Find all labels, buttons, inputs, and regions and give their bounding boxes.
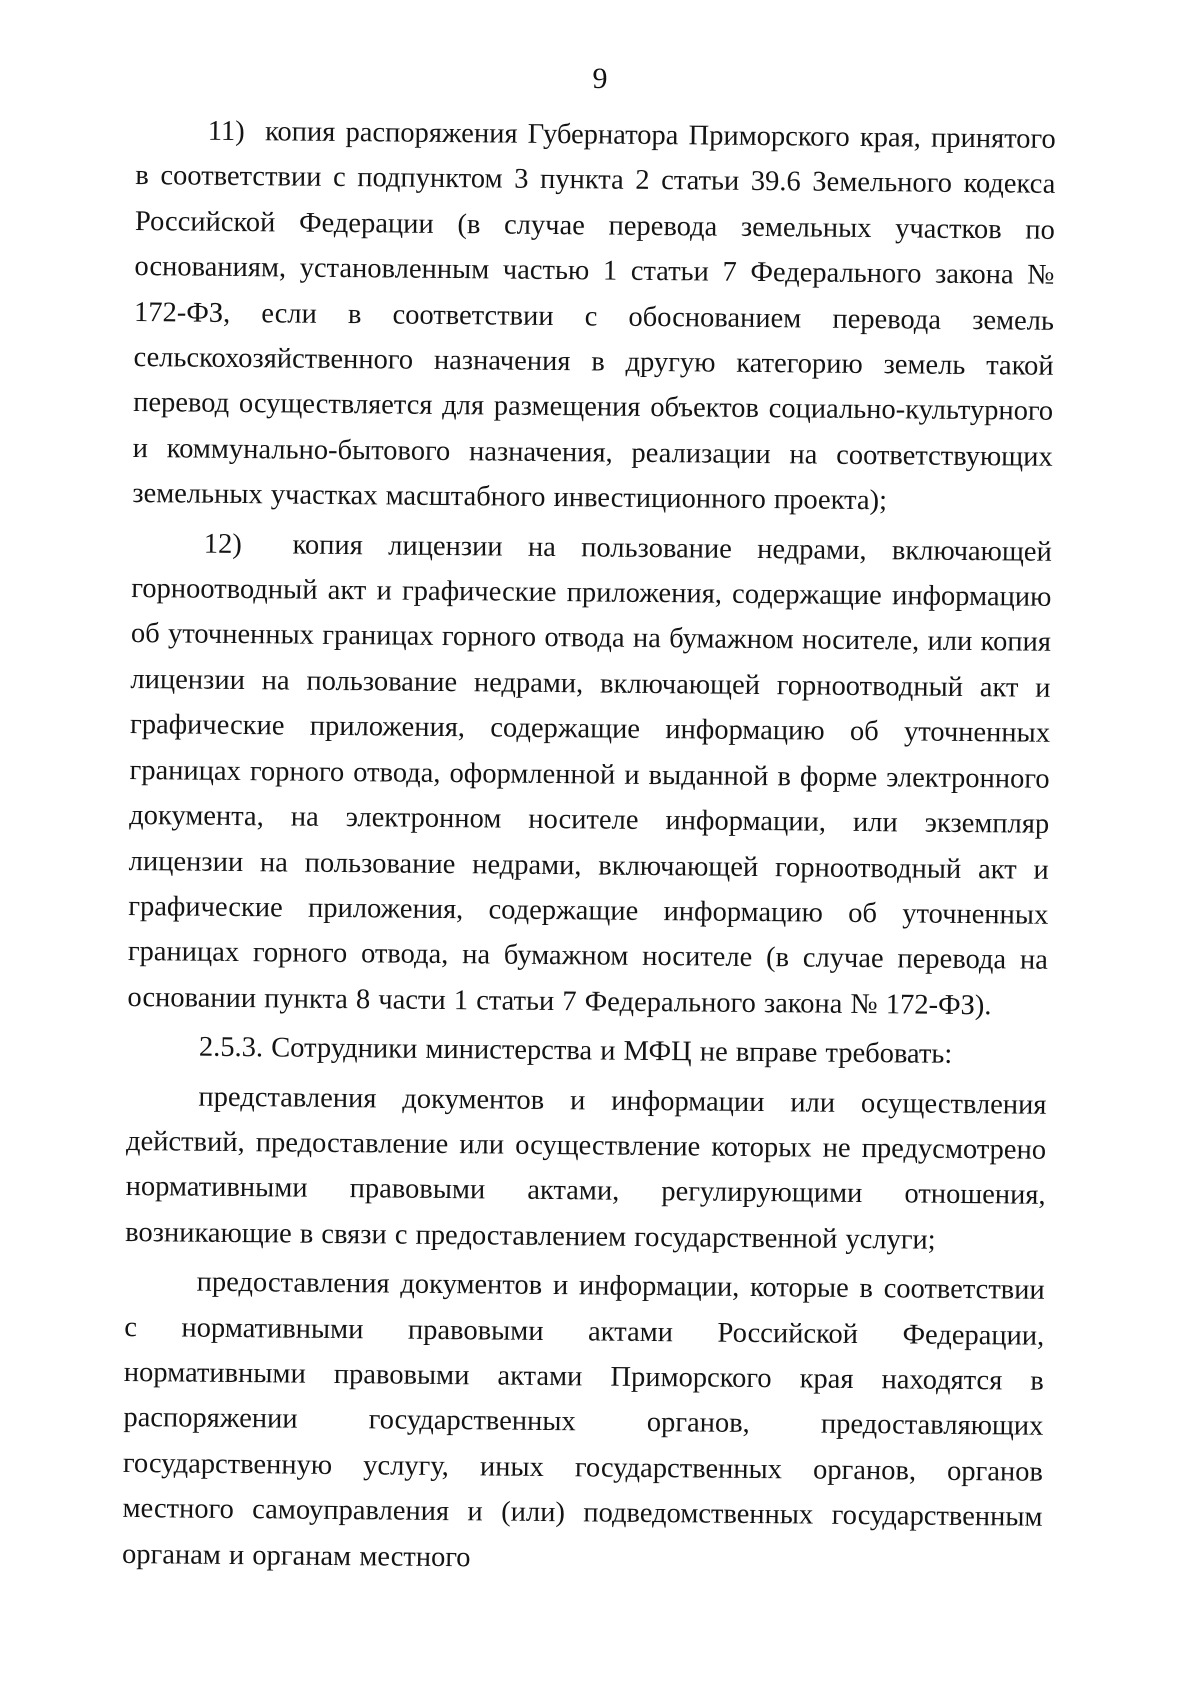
page-number: 9 xyxy=(592,62,608,95)
document-body xyxy=(122,108,1056,1586)
paragraph-requirement-1: представления документов и информации или осуществления действий, предоставление или осуществление которых не предусмотрено нормативными правовыми актами, регулирующими отношения, возникающие в связи с предоставлением государственной услуги; xyxy=(125,1081,1047,1256)
paragraph-section-2-5-3: 2.5.3. Сотрудники министерства и МФЦ не вправе требовать: xyxy=(198,1031,953,1071)
paragraph-item-12: 12) копия лицензии на пользование недрами, включающей горноотводный акт и графические приложения, содержащие информацию об уточненных границах горного отвода на бумажном носителе, или копия лицензии на пользование недрами, включающей горноотводный акт и графические приложения, содержащие информацию об уточненных границах горного отвода, оформленной и выданной в форме электронного документа, на электронном носителе информации, или экземпляр лицензии на пользование недрами, включающей горноотводный акт и графические приложения, содержащие информацию об уточненных границах горного отвода, на бумажном носителе (в случае перевода на основании пункта 8 части 1 статьи 7 Федерального закона № 172-ФЗ). xyxy=(127,528,1052,1021)
paragraph-item-11: 11) копия распоряжения Губернатора Приморского края, принятого в соответствии с подпунктом 3 пункта 2 статьи 39.6 Земельного кодекса Российской Федерации (в случае перевода земельных участков по основаниям, установленным частью 1 статьи 7 Федерального закона № 172-ФЗ, если в соответствии с обоснованием перевода земель сельскохозяйственного назначения в другую категорию земель такой перевод осуществляется для размещения объектов социально-культурного и коммунально-бытового назначения, реализации на соответствующих земельных участках масштабного инвестиционного проекта); xyxy=(132,115,1056,517)
paragraph-requirement-2: предоставления документов и информации, которые в соответствии с нормативными правовыми актами Российской Федерации, нормативными правовыми актами Приморского края находятся в распоряжении государственных органов, предоставляющих государственную услугу, иных государственных органов, органов местного самоуправления и (или) подведомственных государственным органам и органам местного xyxy=(121,1266,1045,1573)
